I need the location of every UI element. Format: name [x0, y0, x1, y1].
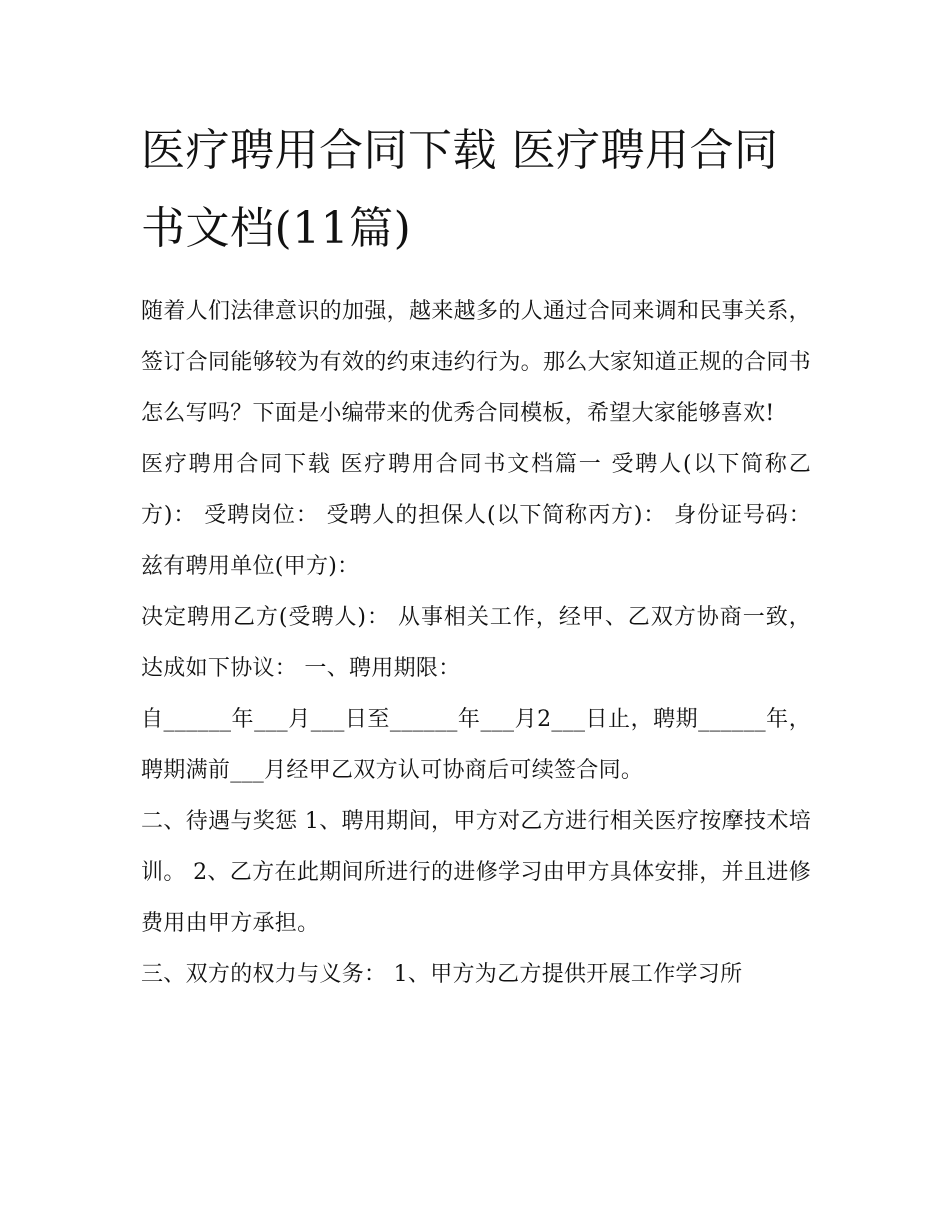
intro-paragraph: 随着人们法律意识的加强，越来越多的人通过合同来调和民事关系，签订合同能够较为有效的约束违约行为。那么大家知道正规的合同书怎么写吗？下面是小编带来的优秀合同模板，希望大家能够喜欢! [141, 299, 811, 426]
document-title: 医疗聘用合同下载 医疗聘用合同书文档(11篇) [141, 125, 779, 254]
employment-period-paragraph: 自______年___月___日至______年___月2___日止，聘期______年，聘期满前___月经甲乙双方认可协商后可续签合同。 [141, 707, 811, 783]
benefits-paragraph: 二、待遇与奖惩 1、聘用期间，甲方对乙方进行相关医疗按摩技术培训。 2、乙方在此期间所进行的进修学习由甲方具体安排，并且进修费用由甲方承担。 [141, 809, 811, 936]
employment-decision-paragraph: 决定聘用乙方(受聘人)： 从事相关工作，经甲、乙双方协商一致，达成如下协议： 一、聘用期限： [141, 605, 811, 681]
document-page [141, 112, 811, 1000]
title-block [141, 112, 811, 268]
contract-parties-paragraph: 医疗聘用合同下载 医疗聘用合同书文档篇一 受聘人(以下简称乙方)： 受聘岗位： 受聘人的担保人(以下简称丙方)： 身份证号码： 兹有聘用单位(甲方)： [141, 452, 811, 579]
rights-obligations-paragraph: 三、双方的权力与义务： 1、甲方为乙方提供开展工作学习所 [141, 962, 743, 987]
